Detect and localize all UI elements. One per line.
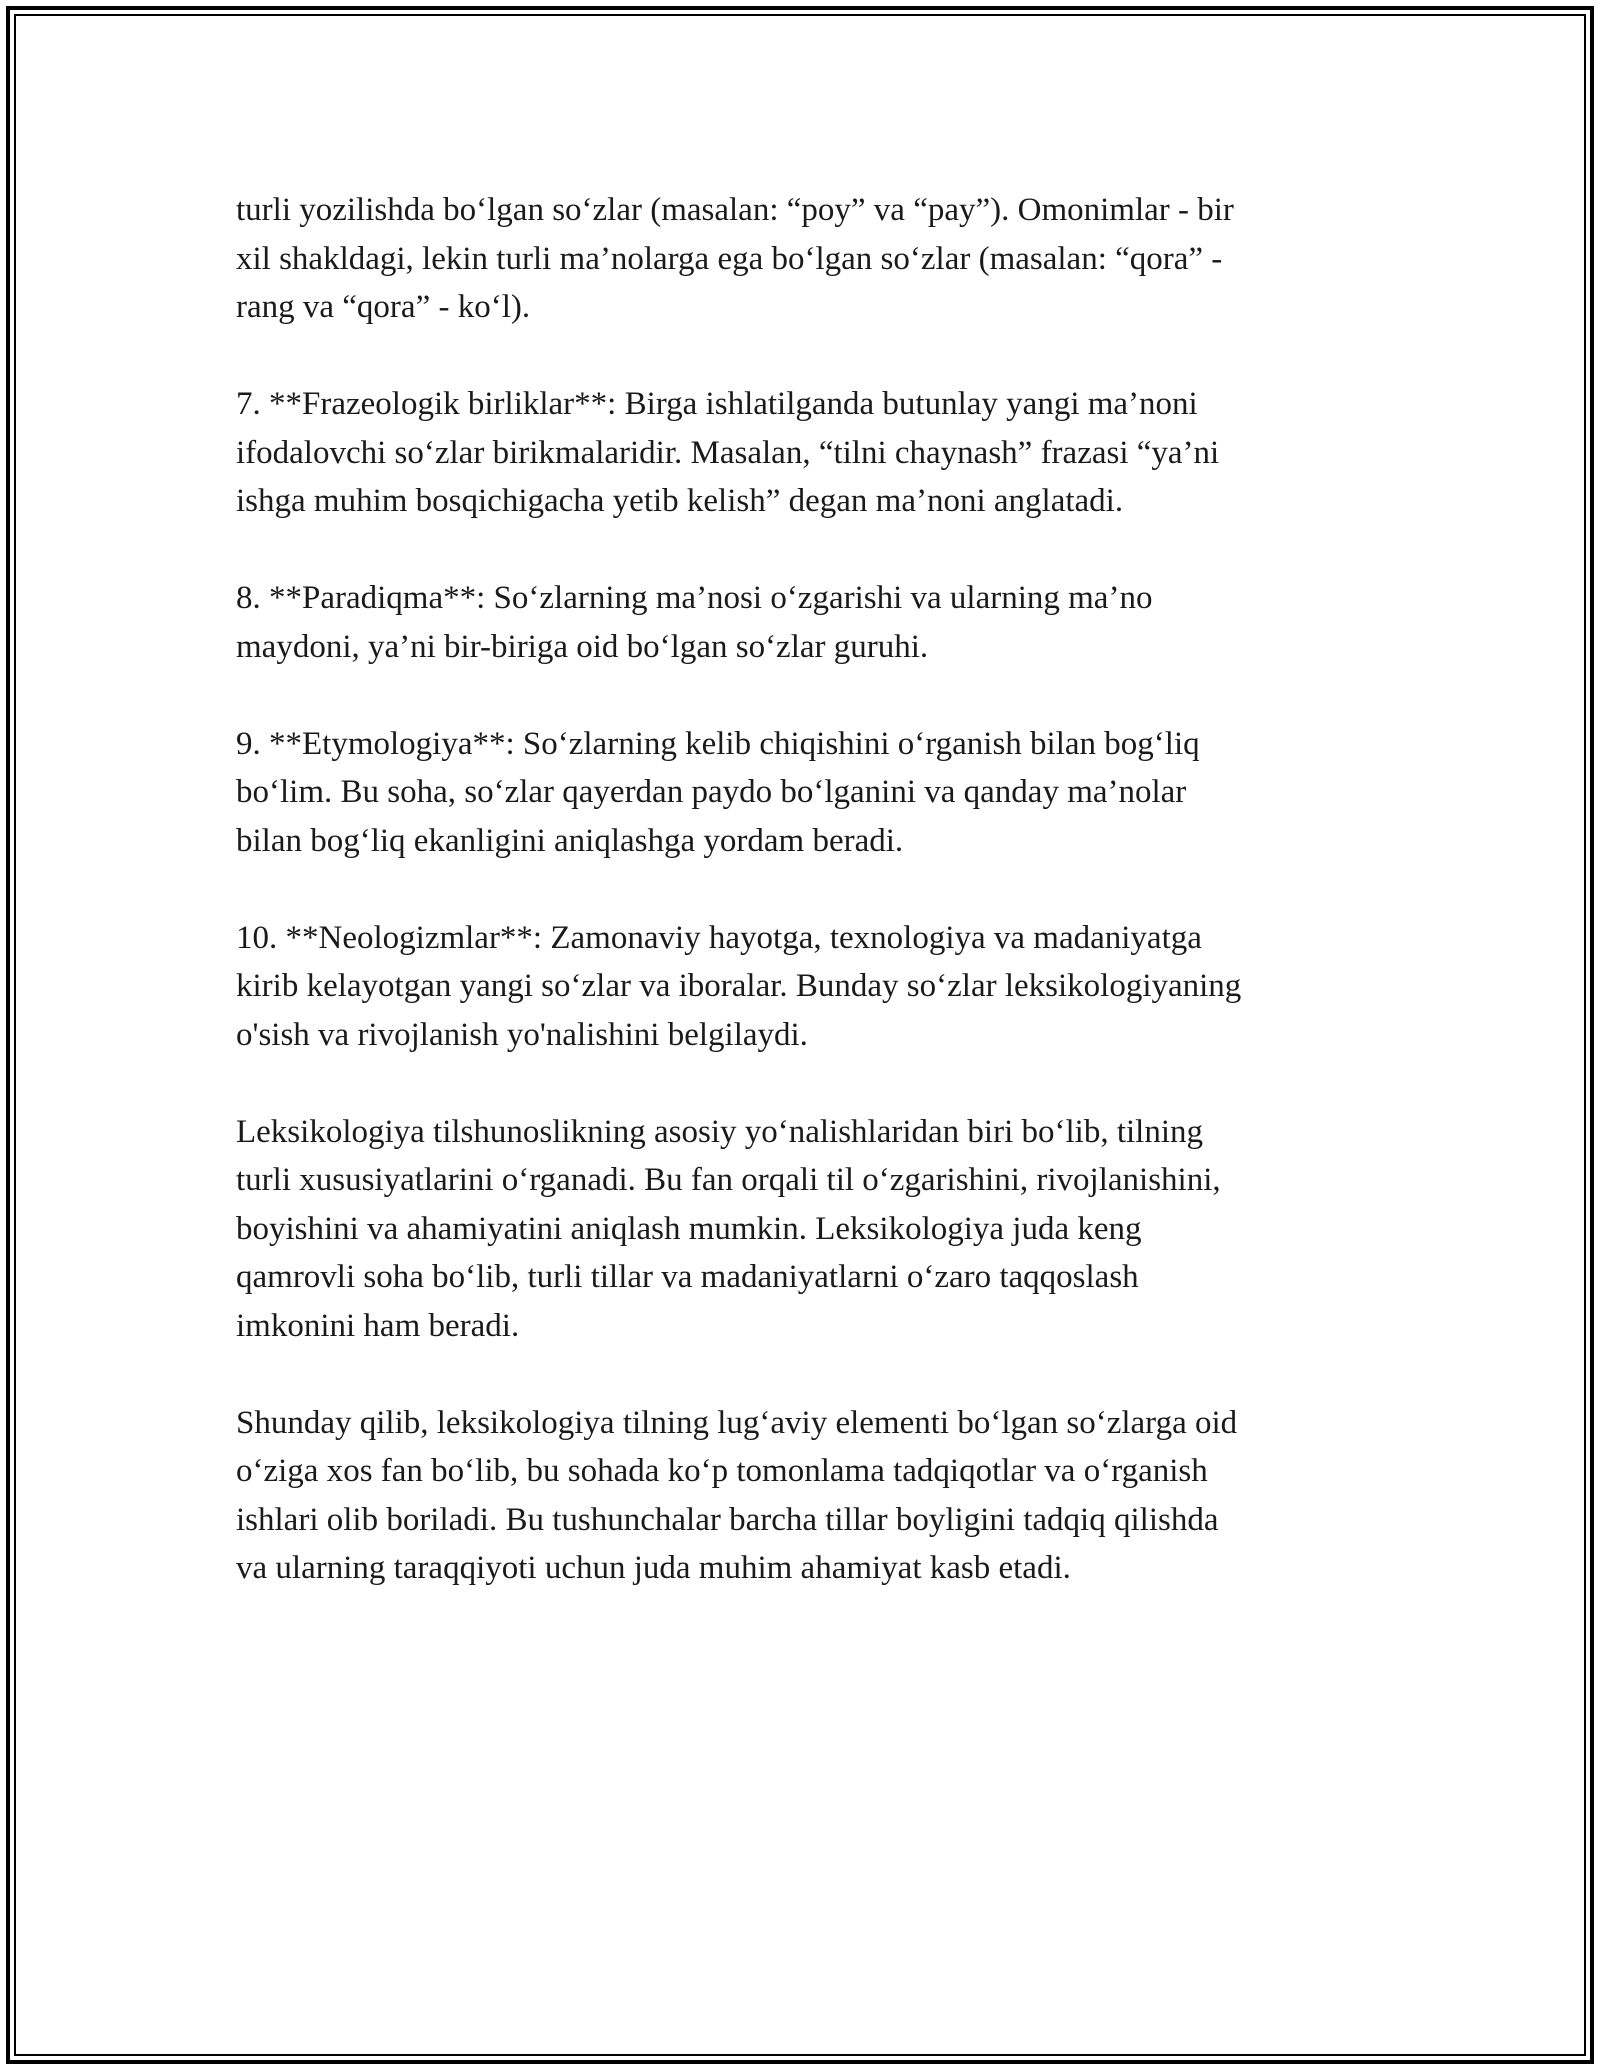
- paragraph-conclusion: Shunday qilib, leksikologiya tilning lug‘aviy elementi bo‘lgan so‘zlarga oid o‘ziga xos fan bo‘lib, bu sohada ko‘p tomonlama tadqiqotlar va o‘rganish ishlari olib boriladi. Bu tushunchalar barcha tillar boyligini tadqiq qilishda va ularning taraqqiyoti uchun juda muhim ahamiyat kasb etadi.: [236, 1404, 1238, 1586]
- paragraph-phraseological-units: 7. **Frazeologik birliklar**: Birga ishlatilganda butunlay yangi ma’noni ifodalovchi so‘zlar birikmalaridir. Masalan, “tilni chaynash” frazasi “ya’ni ishga muhim bosqichigacha yetib kelish” degan ma’noni anglatadi.: [236, 386, 1220, 519]
- paragraph-paradigm: 8. **Paradiqma**: So‘zlarning ma’nosi o‘zgarishi va ularning ma’no maydoni, ya’ni bir-biriga oid bo‘lgan so‘zlar guruhi.: [236, 580, 1153, 665]
- paragraph-homonyms: turli yozilishda bo‘lgan so‘zlar (masalan: “poy” va “pay”). Omonimlar - bir xil shakldagi, lekin turli ma’nolarga ega bo‘lgan so‘zlar (masalan: “qora” - rang va “qora” - ko‘l).: [236, 192, 1234, 325]
- paragraph-lexicology-summary: Leksikologiya tilshunoslikning asosiy yo‘nalishlaridan biri bo‘lib, tilning turli xususiyatlarini o‘rganadi. Bu fan orqali til o‘zgarishini, rivojlanishini, boyishini va ahamiyatini aniqlash mumkin. Leksikologiya juda keng qamrovli soha bo‘lib, turli tillar va madaniyatlarni o‘zaro taqqoslash imkonini ham beradi.: [236, 1113, 1221, 1344]
- paragraph-etymology: 9. **Etymologiya**: So‘zlarning kelib chiqishini o‘rganish bilan bog‘liq bo‘lim. Bu soha, so‘zlar qayerdan paydo bo‘lganini va qanday ma’nolar bilan bog‘liq ekanligini aniqlashga yordam beradi.: [236, 725, 1200, 859]
- paragraph-neologisms: 10. **Neologizmlar**: Zamonaviy hayotga, texnologiya va madaniyatga kirib kelayotgan yangi so‘zlar va iboralar. Bunday so‘zlar leksikologiyaning o'sish va rivojlanish yo'nalishini belgilaydi.: [236, 919, 1242, 1053]
- document-body: [236, 186, 1376, 1593]
